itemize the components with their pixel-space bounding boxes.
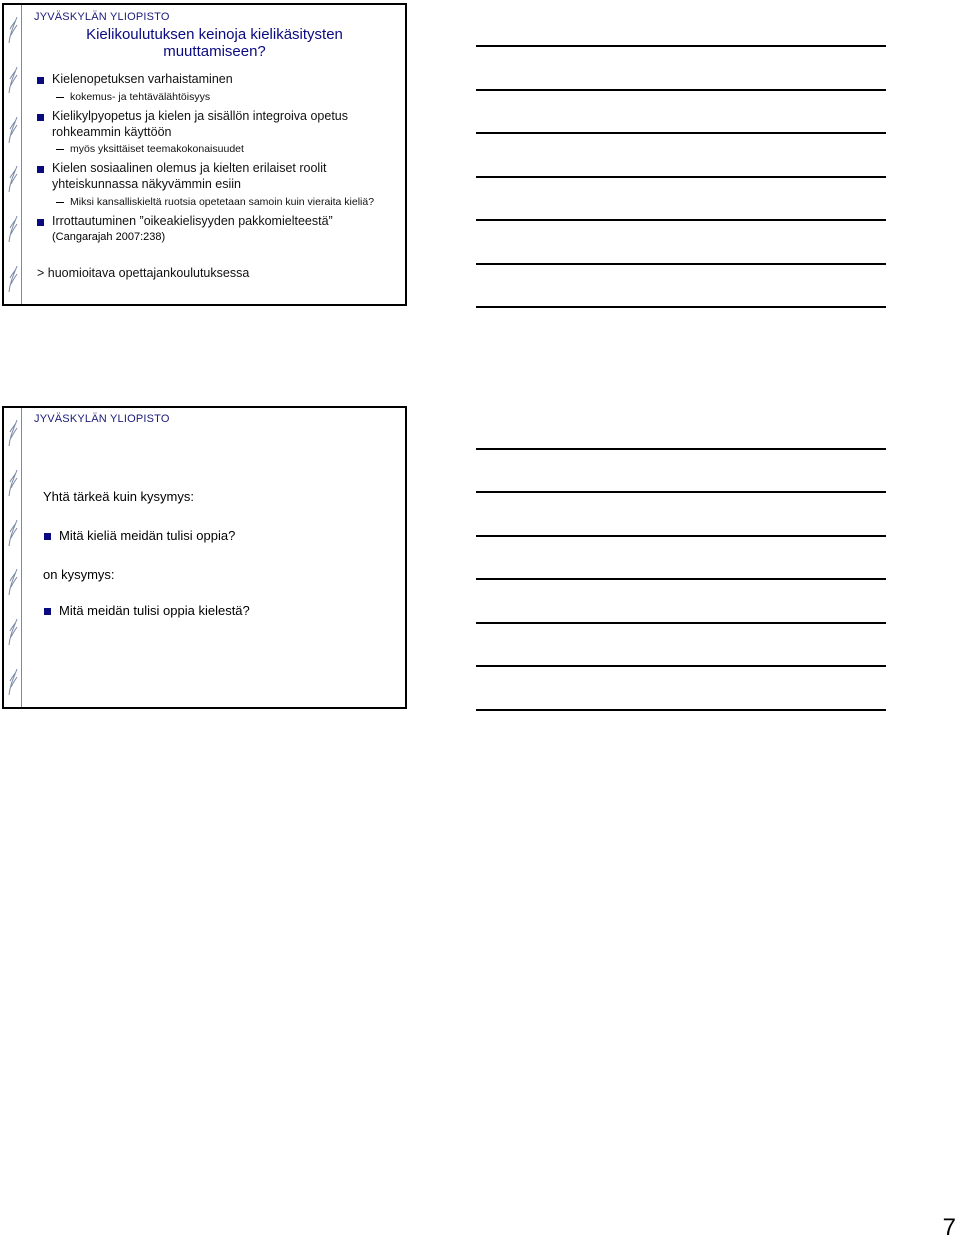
leaf-icon xyxy=(7,418,19,448)
note-line xyxy=(476,709,886,711)
bullet-item-continuation: yhteiskunnassa näkyvämmin esiin xyxy=(52,177,241,191)
bullet-item: Kielenopetuksen varhaistaminen xyxy=(52,72,233,86)
decorative-strip xyxy=(4,408,22,707)
leaf-icon xyxy=(7,468,19,498)
slide-1 xyxy=(2,3,407,306)
dash-icon xyxy=(56,202,64,203)
note-line xyxy=(476,578,886,580)
note-line xyxy=(476,219,886,221)
university-name: JYVÄSKYLÄN YLIOPISTO xyxy=(34,413,170,425)
conclusion-text: > huomioitava opettajankoulutuksessa xyxy=(37,266,250,280)
bullet-square-icon xyxy=(37,219,44,226)
bullet-item: Mitä kieliä meidän tulisi oppia? xyxy=(59,528,236,543)
note-line xyxy=(476,448,886,450)
note-line xyxy=(476,176,886,178)
note-line xyxy=(476,622,886,624)
bullet-item: Irrottautuminen ”oikeakielisyyden pakkomielteestä” xyxy=(52,214,333,228)
leaf-icon xyxy=(7,65,19,95)
intro-text: Yhtä tärkeä kuin kysymys: xyxy=(43,489,194,504)
university-name: JYVÄSKYLÄN YLIOPISTO xyxy=(34,11,170,23)
note-line xyxy=(476,263,886,265)
dash-icon xyxy=(56,149,64,150)
title-line-1: Kielikoulutuksen keinoja kielikäsitysten xyxy=(86,26,343,43)
bullet-square-icon xyxy=(44,608,51,615)
sub-bullet-item: myös yksittäiset teemakokonaisuudet xyxy=(70,143,244,155)
leaf-icon xyxy=(7,518,19,548)
bullet-square-icon xyxy=(37,77,44,84)
dash-icon xyxy=(56,97,64,98)
note-line xyxy=(476,45,886,47)
leaf-icon xyxy=(7,567,19,597)
leaf-icon xyxy=(7,617,19,647)
leaf-icon xyxy=(7,667,19,697)
note-line xyxy=(476,535,886,537)
page-number: 7 xyxy=(942,1214,956,1241)
bullet-square-icon xyxy=(37,166,44,173)
note-line xyxy=(476,665,886,667)
note-line xyxy=(476,306,886,308)
leaf-icon xyxy=(7,264,19,294)
sub-bullet-item: kokemus- ja tehtävälähtöisyys xyxy=(70,91,211,103)
leaf-icon xyxy=(7,164,19,194)
bullet-item: Kielikylpyopetus ja kielen ja sisällön integroiva opetus xyxy=(52,109,349,123)
note-line xyxy=(476,132,886,134)
sub-bullet-item: Miksi kansalliskieltä ruotsia opetetaan samoin kuin vieraita kieliä? xyxy=(70,196,375,208)
intro-text: on kysymys: xyxy=(43,567,115,582)
slide-title xyxy=(4,26,405,60)
title-line-2: muuttamiseen? xyxy=(163,43,266,60)
bullet-item: Mitä meidän tulisi oppia kielestä? xyxy=(59,603,250,618)
bullet-square-icon xyxy=(44,533,51,540)
note-line xyxy=(476,89,886,91)
leaf-icon xyxy=(7,115,19,145)
leaf-icon xyxy=(7,214,19,244)
bullet-item: Kielen sosiaalinen olemus ja kielten erilaiset roolit xyxy=(52,161,327,175)
citation: (Cangarajah 2007:238) xyxy=(52,231,166,243)
slide-2 xyxy=(2,406,407,709)
bullet-item-continuation: rohkeammin käyttöön xyxy=(52,125,172,139)
bullet-square-icon xyxy=(37,114,44,121)
note-line xyxy=(476,491,886,493)
